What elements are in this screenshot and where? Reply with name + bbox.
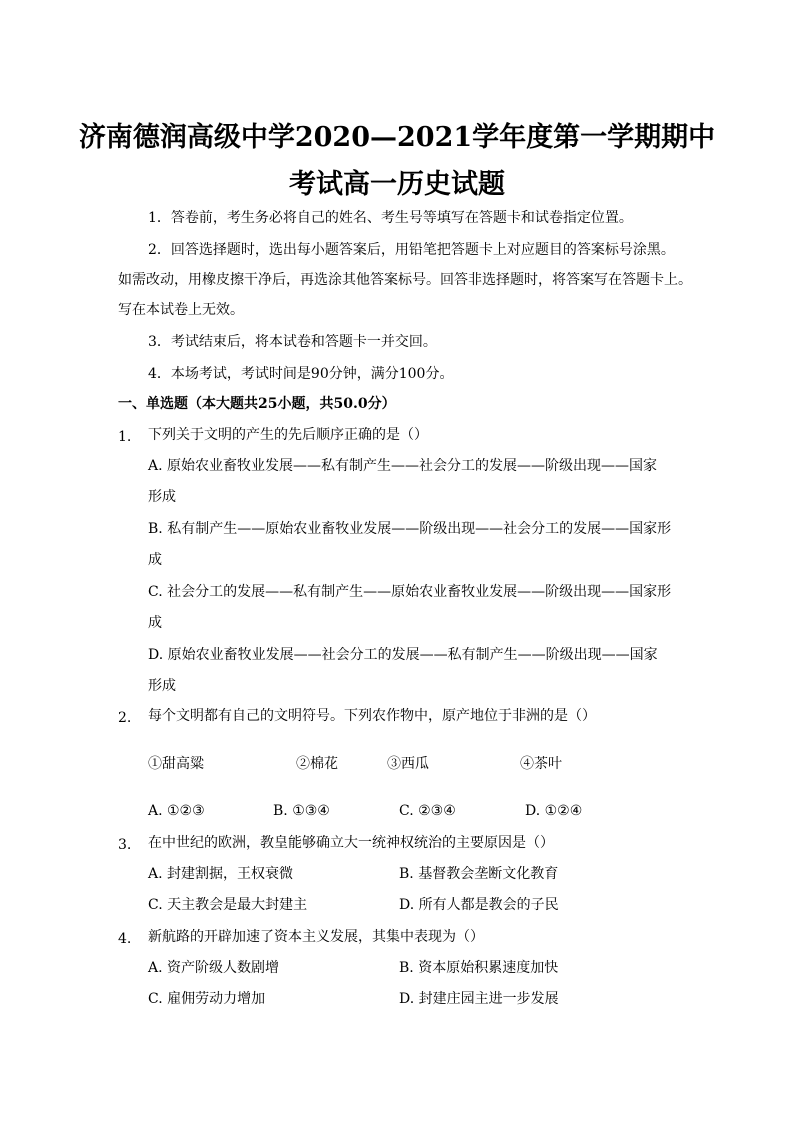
instruction-2b: 如需改动，用橡皮擦干净后，再选涂其他答案标号。回答非选择题时，将答案写在答题卡上。 [118, 272, 692, 288]
q2-item-4: ④茶叶 [520, 756, 562, 772]
exam-title-line1: 济南德润高级中学2020—2021学年度第一学期期中 [78, 122, 716, 153]
instruction-1: 1．答卷前，考生务必将自己的姓名、考生号等填写在答题卡和试卷指定位置。 [148, 210, 633, 226]
q4-number: 4. [118, 931, 132, 947]
q4-option-a: A. 资产阶级人数剧增 [148, 960, 280, 976]
q2-item-2: ②棉花 [296, 756, 338, 772]
q1-option-a: A. 原始农业畜牧业发展——私有制产生——社会分工的发展——阶级出现——国家 [148, 458, 658, 474]
q1-option-d-cont: 形成 [148, 678, 176, 694]
q4-option-d: D. 封建庄园主进一步发展 [399, 991, 559, 1007]
q1-option-c: C. 社会分工的发展——私有制产生——原始农业畜牧业发展——阶级出现——国家形 [148, 584, 672, 600]
q3-option-a: A. 封建割据，王权衰微 [148, 866, 294, 882]
q2-item-1: ①甜高粱 [148, 756, 204, 772]
instruction-2c: 写在本试卷上无效。 [118, 302, 244, 318]
q2-option-d: D. ①②④ [525, 803, 583, 819]
q1-option-c-cont: 成 [148, 615, 162, 631]
q4-option-b: B. 资本原始积累速度加快 [399, 960, 559, 976]
q3-option-d: D. 所有人都是教会的子民 [399, 897, 559, 913]
q2-number: 2. [118, 710, 132, 726]
q2-stem: 每个文明都有自己的文明符号。下列农作物中，原产地位于非洲的是（） [148, 708, 596, 724]
q2-item-3: ③西瓜 [387, 756, 429, 772]
q1-stem: 下列关于文明的产生的先后顺序正确的是（） [148, 427, 428, 443]
q3-stem: 在中世纪的欧洲，教皇能够确立大一统神权统治的主要原因是（） [148, 835, 554, 851]
q4-stem: 新航路的开辟加速了资本主义发展，其集中表现为（） [148, 929, 484, 945]
exam-title-line2: 考试高一历史试题 [289, 169, 505, 200]
q3-option-b: B. 基督教会垄断文化教育 [399, 866, 559, 882]
q1-option-b: B. 私有制产生——原始农业畜牧业发展——阶级出现——社会分工的发展——国家形 [148, 521, 672, 537]
q3-option-c: C. 天主教会是最大封建主 [148, 897, 308, 913]
instruction-3: 3．考试结束后，将本试卷和答题卡一并交回。 [148, 334, 437, 350]
q1-option-d: D. 原始农业畜牧业发展——社会分工的发展——私有制产生——阶级出现——国家 [148, 647, 658, 663]
q2-option-b: B. ①③④ [273, 803, 330, 819]
q1-option-b-cont: 成 [148, 552, 162, 568]
instruction-4: 4．本场考试，考试时间是90分钟，满分100分。 [148, 366, 454, 382]
q3-number: 3. [118, 837, 132, 853]
instruction-2a: 2．回答选择题时，选出每小题答案后，用铅笔把答题卡上对应题目的答案标号涂黑。 [148, 242, 675, 258]
section-heading: 一、单选题（本大题共25小题，共50.0分） [118, 396, 396, 412]
q2-option-a: A. ①②③ [148, 803, 205, 819]
q4-option-c: C. 雇佣劳动力增加 [148, 991, 266, 1007]
q1-option-a-cont: 形成 [148, 489, 176, 505]
q1-number: 1. [118, 429, 132, 445]
q2-option-c: C. ②③④ [399, 803, 456, 819]
